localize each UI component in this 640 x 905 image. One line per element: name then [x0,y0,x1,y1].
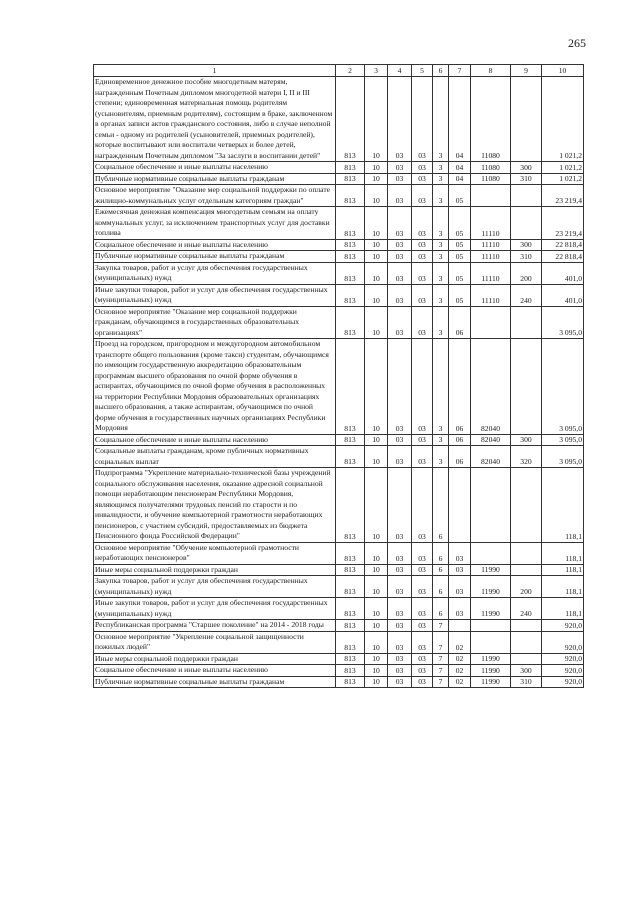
row-code: 03 [388,564,412,576]
row-code: 813 [336,676,365,688]
row-code: 10 [365,564,388,576]
row-code: 7 [433,676,449,688]
row-code: 03 [412,542,433,564]
row-code: 7 [433,653,449,665]
row-code: 300 [511,665,542,677]
row-code: 05 [449,284,471,306]
row-amount: 920,0 [542,620,584,632]
row-description: Социальное обеспечение и иные выплаты населению [94,665,336,677]
row-code: 03 [388,239,412,251]
row-amount: 118,1 [542,542,584,564]
table-row [94,207,584,240]
table-row [94,306,584,339]
row-code [511,564,542,576]
row-amount: 401,0 [542,262,584,284]
row-code: 06 [449,339,471,435]
row-code: 6 [433,598,449,620]
table-row [94,262,584,284]
row-description: Социальное обеспечение и иные выплаты населению [94,434,336,446]
row-amount: 22 818,4 [542,251,584,263]
table-row [94,620,584,632]
row-code: 03 [412,185,433,207]
table-row [94,185,584,207]
table-row [94,251,584,263]
row-code: 320 [511,446,542,468]
row-code: 10 [365,173,388,185]
row-code: 813 [336,446,365,468]
row-code: 11110 [471,284,511,306]
row-code: 03 [388,676,412,688]
row-description: Основное мероприятие "Оказание мер социальной поддержки гражданам, обучающимся в государственных образовательных организациях" [94,306,336,339]
row-code: 03 [388,162,412,174]
row-code [511,306,542,339]
row-description: Закупка товаров, работ и услуг для обеспечения государственных (муниципальных) нужд [94,262,336,284]
row-code: 10 [365,620,388,632]
column-header: 2 [336,65,365,77]
row-code: 813 [336,598,365,620]
row-code: 03 [388,173,412,185]
row-description: Иные меры социальной поддержки граждан [94,564,336,576]
table-header-row [94,65,584,77]
row-code: 10 [365,631,388,653]
row-code: 11110 [471,251,511,263]
row-code: 02 [449,631,471,653]
column-header: 5 [412,65,433,77]
column-header: 9 [511,65,542,77]
row-code: 11110 [471,207,511,240]
row-code: 813 [336,77,365,162]
row-amount: 920,0 [542,676,584,688]
column-header: 3 [365,65,388,77]
row-code: 03 [412,665,433,677]
row-code: 3 [433,306,449,339]
table-body [94,77,584,688]
row-code: 03 [388,207,412,240]
row-code: 05 [449,251,471,263]
row-code: 813 [336,239,365,251]
row-code: 03 [388,251,412,263]
row-description: Подпрограмма "Укрепление материально-технической базы учреждений социального обслуживания населения, оказание адресной социальной помощи неработающим пенсионерам Республики Мордовия, являющимся получателями трудовых пенсий по старости и по инвалидности, и обучение компьютерной грамотности неработающих пенсионеров, с участием субсидий, предоставляемых из бюджета Пенсионного фонда Российской Федерации" [94,468,336,543]
column-header: 6 [433,65,449,77]
row-code [449,468,471,543]
column-header: 8 [471,65,511,77]
row-code: 03 [412,207,433,240]
row-code: 813 [336,468,365,543]
row-code: 06 [449,306,471,339]
row-code: 11080 [471,162,511,174]
row-code: 6 [433,542,449,564]
row-amount: 118,1 [542,598,584,620]
row-code: 10 [365,446,388,468]
row-code: 03 [412,239,433,251]
row-code: 813 [336,564,365,576]
table-row [94,676,584,688]
row-code [471,631,511,653]
row-code: 11990 [471,665,511,677]
row-amount: 920,0 [542,653,584,665]
table-row [94,542,584,564]
row-code [511,185,542,207]
row-code: 10 [365,306,388,339]
row-code [449,620,471,632]
row-code: 10 [365,284,388,306]
row-code: 11080 [471,173,511,185]
row-code: 04 [449,162,471,174]
row-code: 10 [365,653,388,665]
row-code: 813 [336,542,365,564]
row-code [511,77,542,162]
row-code: 11990 [471,653,511,665]
row-code: 03 [412,620,433,632]
table-row [94,339,584,435]
row-code: 03 [388,620,412,632]
row-amount: 118,1 [542,468,584,543]
row-code: 3 [433,339,449,435]
row-amount: 22 818,4 [542,239,584,251]
row-code: 03 [412,77,433,162]
row-amount: 920,0 [542,631,584,653]
row-code: 10 [365,665,388,677]
row-code: 03 [449,576,471,598]
row-code [511,339,542,435]
row-amount: 3 095,0 [542,446,584,468]
column-header: 1 [94,65,336,77]
row-code: 82040 [471,434,511,446]
row-code: 05 [449,239,471,251]
row-code: 10 [365,676,388,688]
row-code: 03 [412,262,433,284]
row-code: 10 [365,185,388,207]
row-amount: 920,0 [542,665,584,677]
row-code [471,306,511,339]
row-code: 03 [388,284,412,306]
row-code: 03 [412,653,433,665]
row-code: 03 [412,339,433,435]
row-description: Публичные нормативные социальные выплаты гражданам [94,173,336,185]
row-code: 03 [412,306,433,339]
row-description: Проезд на городском, пригородном и междугородном автомобильном транспорте общего пользования (кроме такси) студентам, обучающимся по имеющим государственную аккредитацию образовательным программам высшего образования по очной форме обучения в аспирантах, обучающимся по очной форме обучения в расположенных на территории Республики Мордовия образовательных организациях высшего образования, а также аспирантам, обучающимся по очной форме обучения в государственных научных организациях Республики Мордовия [94,339,336,435]
row-code: 10 [365,162,388,174]
row-code: 813 [336,162,365,174]
row-code: 10 [365,77,388,162]
table-row [94,434,584,446]
row-description: Публичные нормативные социальные выплаты гражданам [94,251,336,263]
row-code: 3 [433,185,449,207]
row-code: 05 [449,185,471,207]
row-code: 10 [365,339,388,435]
table-row [94,173,584,185]
row-code [471,620,511,632]
row-amount: 23 219,4 [542,185,584,207]
row-code [511,631,542,653]
row-code: 3 [433,173,449,185]
row-code: 3 [433,239,449,251]
row-code: 03 [412,468,433,543]
row-code: 3 [433,77,449,162]
row-amount: 3 095,0 [542,339,584,435]
row-code: 300 [511,239,542,251]
row-code: 82040 [471,446,511,468]
row-code: 02 [449,665,471,677]
row-code [511,542,542,564]
row-code: 03 [388,542,412,564]
row-code: 7 [433,631,449,653]
row-code [511,207,542,240]
row-code: 813 [336,653,365,665]
table-row [94,665,584,677]
table-row [94,446,584,468]
row-code [511,620,542,632]
row-description: Единовременное денежное пособие многодетным матерям, награжденным Почетным дипломом многодетной матери I, II и III степени; единовременная материальная помощь родителям (усыновителям, приемным родителям), состоящим в браке, заключенном в органах записи актов гражданского состояния, либо в случае неполной семьи - одному из родителей (усыновителей, приемных родителей), которые воспитывают или воспитали четверых и более детей, награжденным Почетным дипломом "За заслуги в воспитании детей" [94,77,336,162]
row-code: 813 [336,434,365,446]
row-code: 05 [449,262,471,284]
column-header: 7 [449,65,471,77]
row-description: Ежемесячная денежная компенсация многодетным семьям на оплату коммунальных услуг, за исключением транспортных услуг для доставки топлива [94,207,336,240]
row-description: Социальное обеспечение и иные выплаты населению [94,239,336,251]
row-code: 6 [433,576,449,598]
row-code: 06 [449,434,471,446]
row-code: 11990 [471,598,511,620]
row-code: 10 [365,251,388,263]
row-code: 813 [336,173,365,185]
row-code: 03 [449,598,471,620]
row-code: 310 [511,251,542,263]
row-code: 03 [388,468,412,543]
row-code: 240 [511,598,542,620]
row-code: 3 [433,446,449,468]
row-code: 03 [412,284,433,306]
row-code [471,468,511,543]
row-code: 03 [388,576,412,598]
row-code: 04 [449,173,471,185]
row-code: 300 [511,162,542,174]
row-code: 03 [412,631,433,653]
row-code: 03 [412,162,433,174]
row-code: 10 [365,598,388,620]
table-row [94,239,584,251]
row-code: 02 [449,676,471,688]
row-code: 813 [336,631,365,653]
row-code: 03 [449,542,471,564]
row-code: 03 [449,564,471,576]
table-row [94,653,584,665]
row-code: 03 [412,173,433,185]
row-code [471,185,511,207]
row-code: 813 [336,620,365,632]
row-code: 3 [433,251,449,263]
row-code: 03 [412,576,433,598]
row-code: 10 [365,576,388,598]
row-code: 3 [433,262,449,284]
row-code: 813 [336,339,365,435]
row-code: 03 [388,446,412,468]
table-row [94,77,584,162]
row-description: Основное мероприятие "Обучение компьютерной грамотности неработающих пенсионеров" [94,542,336,564]
row-description: Иные меры социальной поддержки граждан [94,653,336,665]
column-header: 4 [388,65,412,77]
row-code: 03 [388,434,412,446]
row-amount: 23 219,4 [542,207,584,240]
column-header: 10 [542,65,584,77]
row-code: 813 [336,284,365,306]
row-code: 11110 [471,239,511,251]
row-code: 3 [433,207,449,240]
row-description: Иные закупки товаров, работ и услуг для обеспечения государственных (муниципальных) нужд [94,598,336,620]
row-description: Публичные нормативные социальные выплаты гражданам [94,676,336,688]
row-code [511,468,542,543]
row-code: 3 [433,162,449,174]
row-code: 03 [412,434,433,446]
row-amount: 118,1 [542,564,584,576]
row-amount: 1 021,2 [542,173,584,185]
row-code: 11990 [471,676,511,688]
table-row [94,162,584,174]
row-code: 310 [511,676,542,688]
row-amount: 3 095,0 [542,306,584,339]
row-code: 200 [511,262,542,284]
row-code: 813 [336,576,365,598]
row-code: 240 [511,284,542,306]
table-row [94,598,584,620]
row-amount: 1 021,2 [542,77,584,162]
row-code: 10 [365,468,388,543]
row-code: 300 [511,434,542,446]
row-code: 813 [336,251,365,263]
row-description: Республиканская программа "Старшее поколение" на 2014 - 2018 годы [94,620,336,632]
row-code: 03 [388,665,412,677]
row-code: 03 [412,598,433,620]
row-code: 813 [336,262,365,284]
row-code: 7 [433,665,449,677]
row-code: 03 [388,77,412,162]
row-code: 10 [365,434,388,446]
row-code: 03 [388,339,412,435]
row-code: 813 [336,306,365,339]
row-code: 200 [511,576,542,598]
table-row [94,284,584,306]
row-amount: 401,0 [542,284,584,306]
row-code: 813 [336,185,365,207]
row-code: 06 [449,446,471,468]
table-row [94,576,584,598]
row-amount: 3 095,0 [542,434,584,446]
row-amount: 1 021,2 [542,162,584,174]
row-code: 04 [449,77,471,162]
table-row [94,468,584,543]
row-amount: 118,1 [542,576,584,598]
row-code: 03 [412,251,433,263]
row-code: 7 [433,620,449,632]
row-code: 11990 [471,576,511,598]
row-code: 11990 [471,564,511,576]
row-code [511,653,542,665]
row-code: 05 [449,207,471,240]
row-code: 03 [388,185,412,207]
row-code: 10 [365,262,388,284]
row-description: Иные закупки товаров, работ и услуг для обеспечения государственных (муниципальных) нужд [94,284,336,306]
row-description: Основное мероприятие "Оказание мер социальной поддержки по оплате жилищно-коммунальных услуг отдельным категориям граждан" [94,185,336,207]
page-number: 265 [568,36,586,50]
row-code: 03 [388,306,412,339]
row-code: 11110 [471,262,511,284]
row-code: 813 [336,665,365,677]
budget-table [93,64,584,688]
row-code: 310 [511,173,542,185]
row-code: 03 [412,676,433,688]
row-code: 6 [433,468,449,543]
table-row [94,564,584,576]
row-code: 3 [433,434,449,446]
row-code: 82040 [471,339,511,435]
row-code: 3 [433,284,449,306]
row-code: 03 [388,598,412,620]
row-description: Основное мероприятие "Укрепление социальной защищенности пожилых людей" [94,631,336,653]
row-code [471,542,511,564]
row-code: 10 [365,207,388,240]
row-description: Закупка товаров, работ и услуг для обеспечения государственных (муниципальных) нужд [94,576,336,598]
row-code: 03 [412,564,433,576]
row-code: 10 [365,542,388,564]
row-description: Социальные выплаты гражданам, кроме публичных нормативных социальных выплат [94,446,336,468]
row-code: 02 [449,653,471,665]
row-description: Социальное обеспечение и иные выплаты населению [94,162,336,174]
row-code: 03 [388,653,412,665]
row-code: 813 [336,207,365,240]
row-code: 11080 [471,77,511,162]
row-code: 03 [388,631,412,653]
row-code: 03 [412,446,433,468]
table-row [94,631,584,653]
row-code: 6 [433,564,449,576]
row-code: 10 [365,239,388,251]
row-code: 03 [388,262,412,284]
